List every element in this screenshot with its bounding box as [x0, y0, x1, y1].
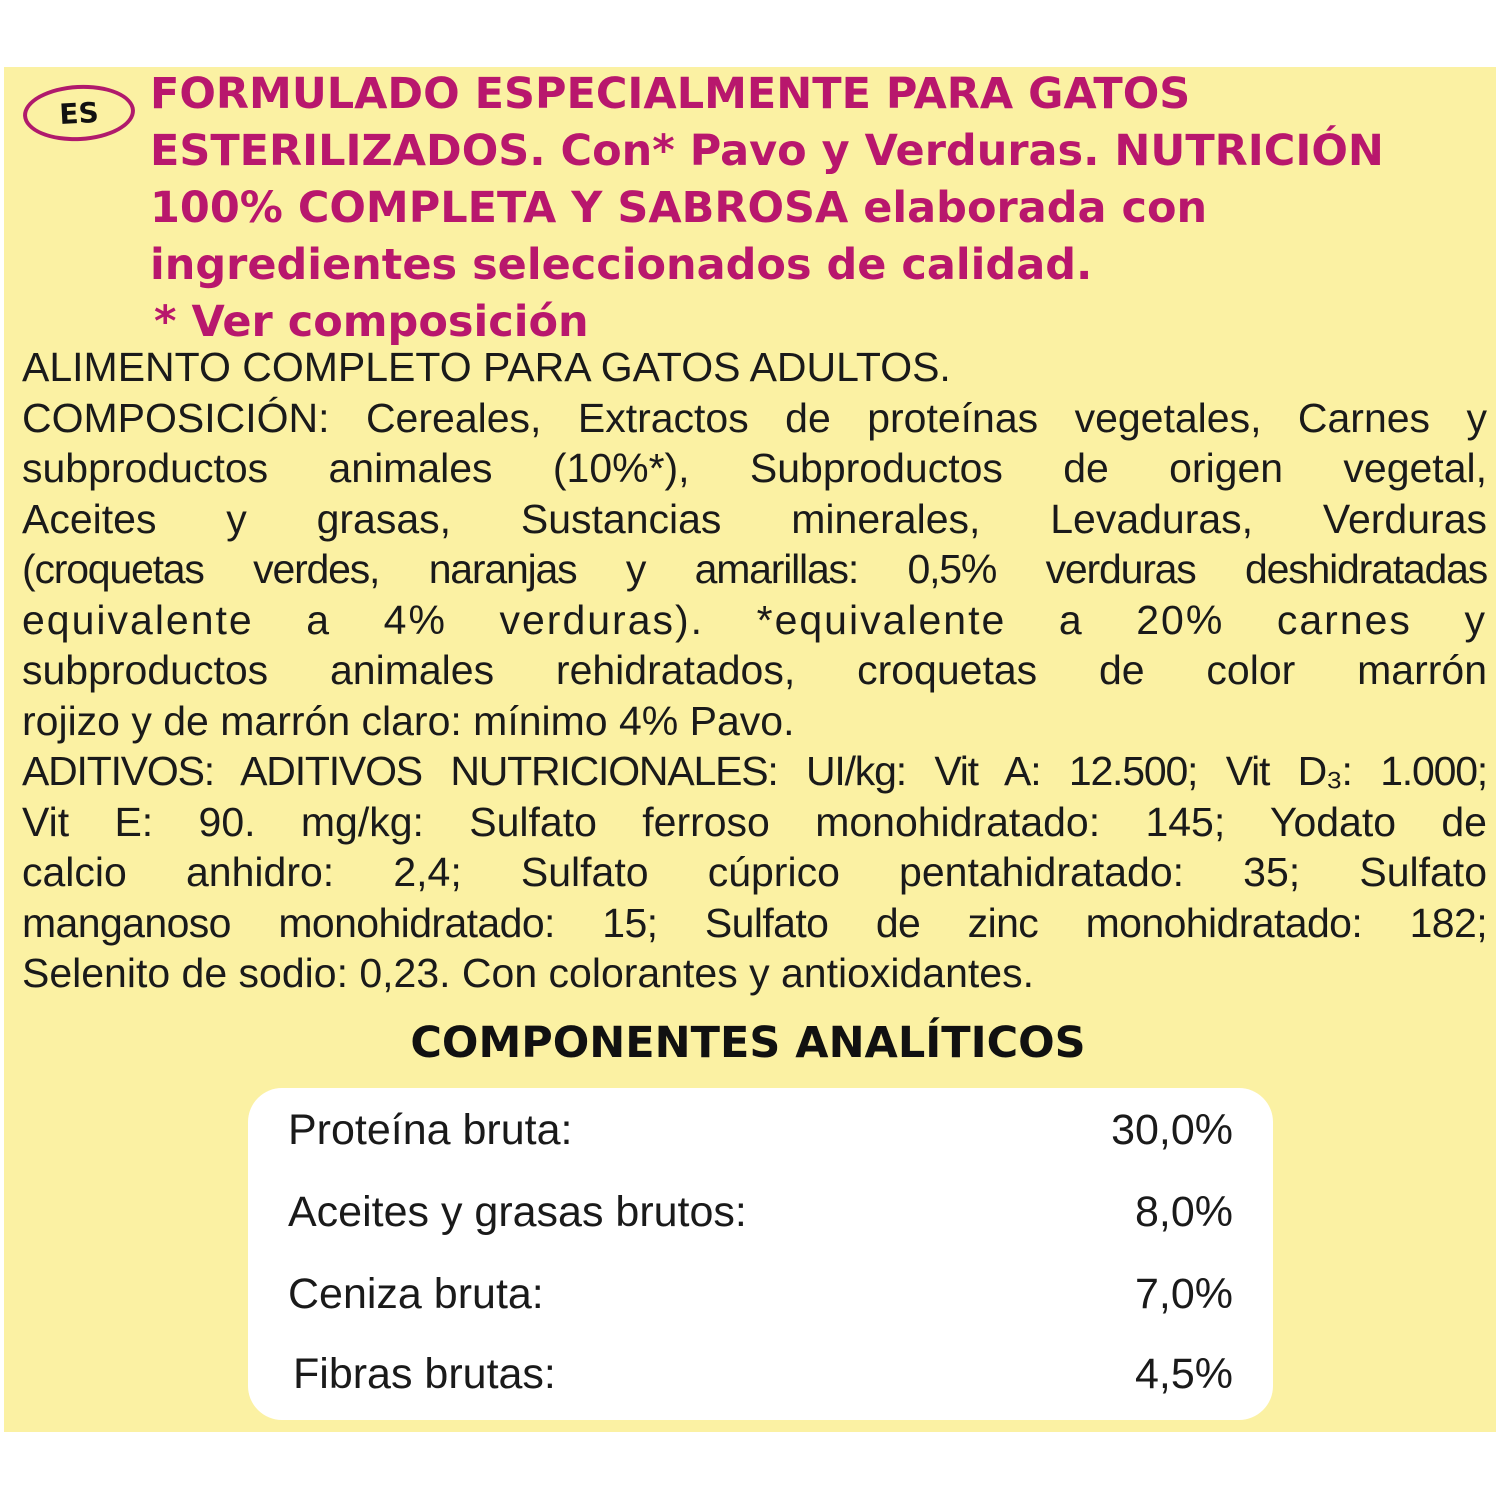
headline-line: 100% COMPLETA Y SABROSA elaborada con: [150, 183, 1208, 233]
row-label: Ceniza bruta:: [288, 1270, 544, 1318]
table-row: [293, 1350, 1233, 1410]
row-value: 30,0%: [1111, 1106, 1233, 1154]
body-line: subproductos animales (10%*), Subproductos de origen vegetal,: [22, 445, 1487, 491]
row-label: Aceites y grasas brutos:: [288, 1188, 747, 1236]
headline-line: ESTERILIZADOS. Con* Pavo y Verduras. NUTRICIÓN: [150, 126, 1384, 176]
body-line: Aceites y grasas, Sustancias minerales, Levaduras, Verduras: [22, 495, 1487, 542]
headline-line: FORMULADO ESPECIALMENTE PARA GATOS: [150, 69, 1191, 119]
table-row: [288, 1270, 1233, 1330]
table-row: [288, 1106, 1233, 1166]
row-value: 8,0%: [1134, 1188, 1233, 1236]
body-line: ALIMENTO COMPLETO PARA GATOS ADULTOS.: [22, 344, 951, 390]
body-line: calcio anhidro: 2,4; Sulfato cúprico pentahidratado: 35; Sulfato: [22, 849, 1487, 895]
body-line: (croquetas verdes, naranjas y amarillas: 0,5% verduras deshidratadas: [22, 546, 1487, 592]
headline-line: * Ver composición: [154, 297, 589, 347]
body-line: equivalente a 4% verduras). *equivalente a 20% carnes y: [22, 596, 1487, 643]
table-row: [288, 1188, 1233, 1248]
body-line: manganoso monohidratado: 15; Sulfato de zinc monohidratado: 182;: [22, 899, 1487, 946]
composition-text: [22, 342, 1487, 999]
headline-line: ingredientes seleccionados de calidad.: [150, 240, 1093, 290]
language-badge: ES: [22, 82, 137, 144]
analytics-title: [0, 1013, 1500, 1073]
row-label: Proteína bruta:: [288, 1106, 573, 1154]
body-line: Selenito de sodio: 0,23. Con colorantes y antioxidantes.: [22, 950, 1034, 996]
row-value: 7,0%: [1134, 1270, 1233, 1318]
row-value: 4,5%: [1134, 1350, 1233, 1398]
analytics-title-text: COMPONENTES ANALÍTICOS: [410, 1018, 1086, 1068]
row-label: Fibras brutas:: [293, 1350, 556, 1398]
headline: [150, 66, 1470, 351]
body-line: COMPOSICIÓN: Cereales, Extractos de proteínas vegetales, Carnes y: [22, 394, 1487, 441]
body-line: subproductos animales rehidratados, croquetas de color marrón: [22, 647, 1487, 693]
body-line: rojizo y de marrón claro: mínimo 4% Pavo.: [22, 697, 795, 744]
analytics-table: [248, 1088, 1273, 1420]
body-line: Vit E: 90. mg/kg: Sulfato ferroso monohidratado: 145; Yodato de: [22, 798, 1487, 845]
body-line: ADITIVOS: ADITIVOS NUTRICIONALES: UI/kg: Vit A: 12.500; Vit D₃: 1.000;: [22, 748, 1487, 794]
